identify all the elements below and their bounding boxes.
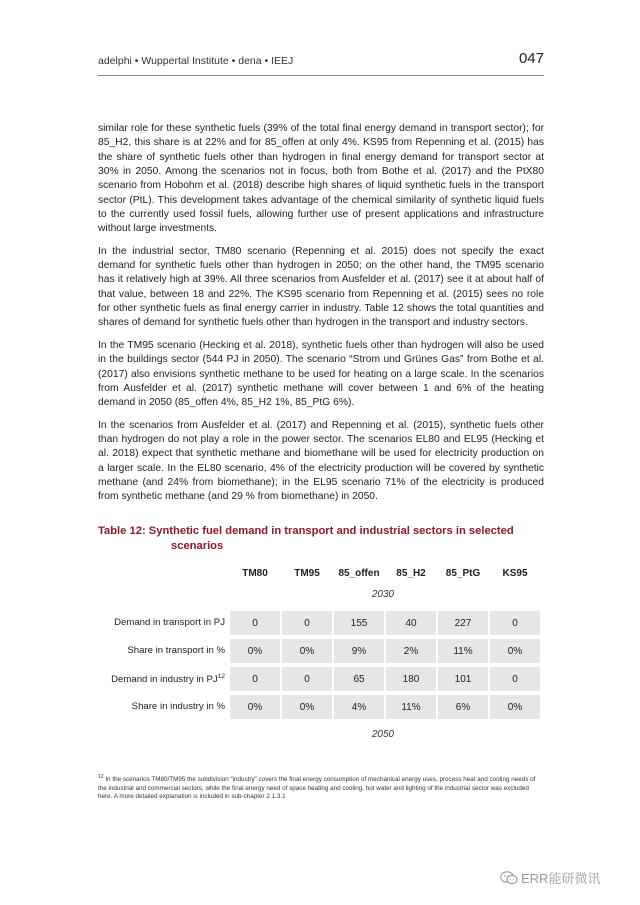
table-cell: 11% — [386, 695, 436, 719]
column-header: 85_H2 — [396, 568, 426, 579]
footnote-text: In the scenarios TM80/TM95 the subdivision “industry” covers the final energy consumption of mechanical energy uses, process heat and cooling needs of the industrial and commercial sectors, while the final energy need of space heating and cooling, hot water and lighting of the industrial sector was excluded here. A more detailed explanation is included in sub-chapter 2.1.3.1 — [98, 776, 536, 801]
table-title-line1: Table 12: Synthetic fuel demand in transport and industrial sectors in selected — [98, 525, 514, 537]
header-divider — [98, 75, 544, 76]
table-cell: 155 — [334, 611, 384, 635]
table-cell: 0 — [490, 611, 540, 635]
table-cell: 6% — [438, 695, 488, 719]
watermark — [500, 868, 600, 887]
column-header: 85_offen — [338, 568, 380, 579]
table-cell: 11% — [438, 639, 488, 663]
table-cell: 65 — [334, 667, 384, 691]
table-cell: 0% — [490, 695, 540, 719]
paragraph: similar role for these synthetic fuels (39% of the total final energy demand in transport sector); for 85_H2, this share is at 22% and for 85_offen at only 4%. KS95 from Repenning et al. (2015) has the share of synthetic fuels other than hydrogen in final energy demand for transport sector at 30% in 2050. Among the scenarios not in focus, both from Bothe et al. (2017) and the PtX80 scenario from Hobohm et al. (2018) describe high shares of liquid synthetic fuels in the transport sector (PtL). This development takes advantage of the chemical similarity of synthetic liquid fuels to the currently used fossil fuels, allowing further use of present applications and infrastructure without large investments. — [98, 123, 544, 235]
table-cell: 180 — [386, 667, 436, 691]
footnote-number: 12 — [98, 774, 104, 780]
paragraph: In the TM95 scenario (Hecking et al. 2018), synthetic fuels other than hydrogen will also be used in the buildings sector (544 PJ in 2050). The scenario “Strom und Grünes Gas” from Bothe et al. (2017) also envisions synthetic methane to be used for heating on a large scale. In the scenarios from Ausfelder et al. (2017) synthetic methane will cover between 1 and 6% of the heating demand in 2050 (85_offen 4%, 85_H2 1%, 85_PtG 6%). — [98, 339, 544, 409]
column-header: TM95 — [294, 568, 320, 579]
table-cell: 0% — [282, 639, 332, 663]
page-header — [98, 50, 544, 72]
table-cell: 0 — [282, 611, 332, 635]
header-authors: adelphi • Wuppertal Institute • dena • IEEJ — [98, 55, 294, 67]
row-label: Demand in transport in PJ — [114, 617, 225, 628]
footnote — [98, 773, 544, 802]
row-label: Demand in industry in PJ$^{12}$ — [111, 673, 225, 686]
table-title — [98, 524, 544, 554]
table-cell: 40 — [386, 611, 436, 635]
wechat-icon — [500, 871, 518, 885]
year-label-top: 2030 — [371, 589, 395, 600]
year-label-bottom: 2050 — [371, 729, 395, 740]
table-cell: 2% — [386, 639, 436, 663]
column-header: 85_PtG — [445, 568, 481, 579]
row-label: Share in transport in % — [127, 645, 225, 656]
paragraph: In the scenarios from Ausfelder et al. (2017) and Repenning et al. (2015), synthetic fuels other than hydrogen do not play a role in the power sector. The scenarios EL80 and EL95 (Hecking et al. 2018) expect that synthetic methane and biomethane will be used for electricity production on a larger scale. In the EL80 scenario, 4% of the electricity production will be covered by synthetic methane (and 24% from biomethane); in the EL95 scenario 71% of the electricity is produced from synthetic methane (and 29 % from biomethane) in 2050. — [98, 419, 544, 503]
table-cell: 0% — [230, 639, 280, 663]
footnote-marker: 12 — [217, 673, 225, 680]
table-cell: 4% — [334, 695, 384, 719]
table-cell: 0 — [282, 667, 332, 691]
paragraph: In the industrial sector, TM80 scenario (Repenning et al. 2015) does not specify the exact demand for synthetic fuels other than hydrogen in 2050; on the other hand, the TM95 scenario has it relatively high at 39%. All three scenarios from Ausfelder et al. (2017) see it at about half of that value, between 18 and 22%. The KS95 scenario from Repenning et al. (2015) sees no role for other synthetic fuels as final energy carrier in industry. Table 12 shows the total quantities and shares of demand for synthetic fuels other than hydrogen in the transport and industry sectors. — [98, 245, 544, 329]
table-cell: 0 — [490, 667, 540, 691]
table-title-line2: scenarios — [171, 540, 224, 552]
table-cell: 0% — [282, 695, 332, 719]
table-cell: 0 — [230, 667, 280, 691]
table-cell: 101 — [438, 667, 488, 691]
body-text — [98, 122, 544, 513]
table-cell: 0% — [230, 695, 280, 719]
table-cell: 227 — [438, 611, 488, 635]
table-cell: 0 — [230, 611, 280, 635]
table-cell: 9% — [334, 639, 384, 663]
watermark-text: ERR能研微讯 — [521, 871, 601, 886]
table-cell: 0% — [490, 639, 540, 663]
column-header: TM80 — [242, 568, 268, 579]
page-number: 047 — [518, 50, 544, 67]
column-header: KS95 — [502, 568, 528, 579]
row-label: Share in industry in % — [131, 701, 225, 712]
